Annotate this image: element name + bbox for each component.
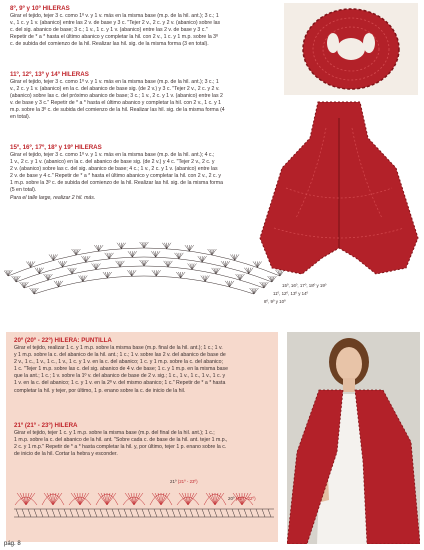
edging-base-stitch — [22, 509, 25, 517]
edging-base-stitch — [64, 509, 67, 517]
stitch-mark — [6, 270, 8, 276]
crochet-diagram-main — [4, 226, 284, 306]
diagram-label-rows-8-10: 8º, 9º y 10º — [264, 299, 286, 304]
text-line: Girar el tejido, tejer 3 c. como 1º v. y 1 v. más en la misma base (m.p. de la hil. ant.); 4 c.; — [10, 152, 215, 158]
stitch-mark — [252, 288, 254, 294]
stitch-mark — [187, 245, 189, 251]
stitch-mark — [235, 254, 239, 260]
text-line: Girar el tejido, realizar 1 c. y 1 m.p. sobre la misma base (m.p. final de la hil. ant.); 1 c.; 1 v. — [14, 345, 223, 351]
stitch-mark — [212, 249, 216, 255]
stitch-mark — [164, 261, 168, 267]
stitch-mark — [127, 270, 131, 276]
stitch-mark — [140, 260, 144, 266]
stitch-mark — [117, 243, 121, 249]
stitch-mark — [76, 249, 78, 255]
edging-base-stitch — [226, 509, 229, 517]
edging-base-stitch — [148, 509, 151, 517]
edging-base-stitch — [106, 509, 109, 517]
edging-base-stitch — [214, 509, 217, 517]
edging-base-stitch — [154, 509, 157, 517]
stitch-mark — [156, 270, 158, 276]
stitch-mark — [105, 253, 109, 259]
text-line: (abanico) sobre las c. del próximo abanico de base; 3 c.; 1 v., 2 c. y 1 v. (abanico) entre las 2 — [10, 93, 223, 100]
stitch-mark — [192, 264, 194, 270]
stitch-mark — [142, 260, 144, 266]
stitch-mark — [249, 268, 251, 274]
edging-base-stitch — [94, 509, 97, 517]
stitch-mark — [247, 268, 249, 274]
stitch-mark — [214, 268, 216, 274]
stitch-mark — [257, 261, 259, 267]
stitch-mark — [181, 272, 185, 278]
stitch-mark — [254, 288, 258, 294]
stitch-mark — [212, 249, 214, 255]
edging-base-stitch — [166, 509, 169, 517]
stitch-mark — [128, 251, 132, 257]
stitch-mark — [63, 261, 65, 267]
text-line: 2 v. de base y 4 c." Repetir de * a * hasta el último abanico y completar la hil. con 2 v., 2 c. y — [10, 173, 221, 180]
stitch-mark — [152, 270, 156, 276]
stitch-mark — [167, 243, 169, 249]
stitch-mark — [202, 256, 206, 262]
stitch-mark — [205, 276, 209, 282]
text-line: Girar el tejido, tejer 3 c. como 1º v. y 1 v. más en la misma base (m.p. de la hil. ant.); 3 c.; 1 — [10, 13, 219, 19]
edging-base-stitch — [238, 509, 241, 517]
edging-label-row-21-main: 21º — [170, 479, 177, 484]
stitch-mark — [151, 251, 155, 257]
stitch-mark — [26, 261, 30, 267]
edging-base-stitch — [184, 509, 187, 517]
edging-base-stitch — [178, 509, 181, 517]
section-heading: 8º, 9º y 10º HILERAS — [10, 5, 70, 12]
stitch-mark — [132, 270, 134, 276]
edging-base-stitch — [268, 509, 271, 517]
stitch-mark — [96, 264, 98, 270]
stitch-mark — [58, 261, 62, 267]
text-line: Repetir de * a * hasta el último abanico y completar la hil. con 2 v., 1 c. y 1 m.p. sobre la 3º — [10, 34, 218, 41]
stitch-mark — [140, 242, 144, 248]
edging-label-row-20-main: 20º — [228, 496, 235, 501]
stitch-mark — [121, 243, 123, 249]
stitch-mark — [132, 251, 136, 257]
stitch-mark — [198, 256, 202, 262]
stitch-mark — [37, 268, 39, 274]
stitch-mark — [99, 245, 103, 251]
stitch-mark — [154, 270, 156, 276]
stitch-mark — [54, 281, 58, 287]
stitch-mark — [30, 288, 34, 294]
text-line: y 1 m.p. sobre la c. del abanico de la hil. ant.; 1 c.; 1 v. sobre las 2 v. del abanico de base de — [14, 352, 226, 359]
stitch-mark — [35, 268, 39, 274]
edging-base-line — [14, 509, 274, 517]
section-row-21 — [14, 422, 276, 458]
stitch-mark — [96, 264, 100, 270]
stitch-mark — [49, 254, 53, 260]
stitch-mark — [272, 276, 276, 282]
stitch-mark — [240, 274, 244, 280]
stitch-mark — [84, 256, 86, 262]
edging-base-stitch — [136, 509, 139, 517]
text-line: 2 v., 1 c., 1 v., 1 c., 1 v., 1 c. y 1 v. en la c. del abanico; 1 c. y 1 m.p. sobre la c. del abanico; — [14, 359, 223, 366]
stitch-mark — [107, 272, 109, 278]
diagram-label-rows-11-14: 11º, 12º, 13º y 14º — [273, 291, 309, 296]
edging-base-stitch — [190, 509, 193, 517]
stitch-mark — [225, 261, 229, 267]
stitch-mark — [94, 245, 98, 251]
section-heading: 20º (20º - 22º) HILERA: PUNTILLA — [14, 337, 112, 344]
text-line: 1 c. "Tejer 1 m.p. sobre las c. del sig. abanico de 4 v. de base; 1 c. y 1 m.p. en la misma base — [14, 366, 228, 373]
size-note: Para el talle large, realizar 2 hil. más. — [10, 194, 96, 201]
edging-base-stitch — [112, 509, 115, 517]
stitch-mark — [216, 268, 220, 274]
stitch-mark — [44, 274, 48, 280]
text-line: Girar el tejido, tejer 3 c. como 1º v. y 1 v. más en la misma base (m.p. de la hil. ant.); 3 c.; 1 — [10, 79, 219, 85]
stitch-mark — [153, 251, 155, 257]
stitch-mark — [257, 261, 261, 267]
stitch-mark — [264, 282, 266, 288]
stitch-mark — [107, 272, 111, 278]
section-row-20-edging — [14, 337, 276, 395]
stitch-mark — [22, 282, 24, 288]
text-line: v., 2 c. y 1 v. (abanico) en la c. del abanico de base sig. (de 2 v.) y 3 c. "Tejer 2 v., 2 c. y 2 v. — [10, 86, 220, 93]
stitch-mark — [12, 276, 16, 282]
stitch-mark — [86, 256, 88, 262]
text-line: que la ant.; 1 c.; 1 v. sobre la 1º v. del abanico de base de 2 v. sig.; 1 c., 1 v., 1 c., 1 v., 1 c. y — [14, 373, 226, 380]
stitch-mark — [94, 264, 96, 270]
stitch-mark — [202, 256, 204, 262]
stitch-mark — [176, 272, 180, 278]
stitch-mark — [177, 253, 179, 259]
stitch-mark — [192, 264, 196, 270]
edging-base-stitch — [34, 509, 37, 517]
stitch-mark — [175, 253, 179, 259]
section-heading: 11º, 12º, 13º y 14º HILERAS — [10, 71, 89, 78]
edging-base-stitch — [196, 509, 199, 517]
stitch-mark — [92, 264, 96, 270]
stitch-mark — [14, 276, 16, 282]
edging-base-stitch — [82, 509, 85, 517]
edging-base-stitch — [28, 509, 31, 517]
edging-label-row-20-alt: (20º - 22º) — [235, 496, 256, 501]
text-line: 1 m.p. sobre la c. del abanico de la hil. ant. "Sobre cada c. de base de la hil. ant. tejer 1 m.p., — [14, 437, 228, 444]
stitch-mark — [120, 261, 124, 267]
vest-flat-photo — [284, 3, 418, 95]
edging-base-stitch — [220, 509, 223, 517]
stitch-mark — [185, 245, 189, 251]
edging-base-stitch — [52, 509, 55, 517]
stitch-mark — [240, 274, 242, 280]
stitch-mark — [48, 274, 50, 280]
stitch-mark — [83, 276, 85, 282]
stitch-mark — [216, 268, 218, 274]
edging-label-row-20 — [228, 496, 256, 502]
text-line: (5 en total). — [10, 187, 37, 194]
stitch-mark — [232, 254, 234, 260]
stitch-mark — [144, 242, 148, 248]
stitch-mark — [249, 268, 253, 274]
stitch-mark — [132, 270, 136, 276]
model-image — [287, 332, 420, 544]
stitch-mark — [46, 274, 48, 280]
vest-flat-image — [284, 3, 418, 95]
stitch-mark — [68, 268, 72, 274]
stitch-mark — [168, 261, 170, 267]
stitch-mark — [109, 253, 113, 259]
stitch-mark — [168, 261, 172, 267]
diagram-label-rows-15-19: 15º, 16º, 17º, 18º y 19º — [282, 283, 327, 288]
stitch-mark — [205, 276, 207, 282]
stitch-mark — [167, 243, 171, 249]
stitch-mark — [142, 242, 144, 248]
section-rows-11-14 — [10, 71, 260, 122]
stitch-mark — [144, 260, 146, 266]
stitch-mark — [280, 270, 282, 276]
stitch-mark — [189, 245, 191, 251]
stitch-mark — [39, 268, 41, 274]
stitch-mark — [189, 245, 193, 251]
edging-base-stitch — [250, 509, 253, 517]
text-line: Girar el tejido, tejer 1 c. y 1 m.p. sobre la misma base (m.p. del final de la hil. ant.); 1 c.; — [14, 430, 215, 436]
section-rows-15-19 — [10, 144, 260, 202]
text-line: en total). — [10, 114, 31, 121]
stitch-mark — [203, 276, 205, 282]
stitch-mark — [238, 274, 240, 280]
text-line: de inicio de la hil. Cortar la hebra y esconder. — [14, 451, 118, 458]
edging-base-stitch — [262, 509, 265, 517]
stitch-mark — [162, 243, 166, 249]
text-line: 1 v., 2 c. y 1 v. (abanico) en la c. del abanico de base sig. (de 2 v.) y 4 c. "Tejer 2 v., 2 c. y — [10, 159, 215, 166]
stitch-mark — [235, 254, 237, 260]
section-rows-8-10 — [10, 5, 260, 48]
stitch-mark — [188, 264, 192, 270]
text-line: m.p. sobre la 3º c. de subida del comienzo de la hil. Realizar las hil. sig. de la misma forma (4 — [10, 107, 225, 114]
edging-base-stitch — [58, 509, 61, 517]
stitch-mark — [210, 249, 212, 255]
stitch-mark — [105, 272, 107, 278]
stitch-mark — [86, 256, 90, 262]
section-heading: 21º (21º - 23º) HILERA — [14, 422, 78, 429]
stitch-mark — [254, 288, 256, 294]
stitch-mark — [225, 261, 227, 267]
page-number: pág. 8 — [4, 541, 21, 547]
text-line: v., 1 c. y 1 v. (abanico) entre las 2 v. de base y 3 c. "Tejer 2 v., 2 c. y 2 v. (abanico) sobre las — [10, 20, 221, 27]
stitch-mark — [179, 253, 181, 259]
edging-base-stitch — [130, 509, 133, 517]
edging-base-stitch — [100, 509, 103, 517]
edging-base-stitch — [232, 509, 235, 517]
stitch-mark — [181, 272, 183, 278]
stitch-mark — [20, 282, 24, 288]
stitch-mark — [74, 249, 76, 255]
stitch-mark — [178, 272, 180, 278]
stitch-mark — [130, 251, 132, 257]
stitch-mark — [120, 261, 122, 267]
stitch-mark — [107, 253, 109, 259]
stitch-mark — [130, 270, 132, 276]
stitch-mark — [34, 288, 36, 294]
stitch-mark — [78, 276, 82, 282]
stitch-mark — [32, 288, 34, 294]
stitch-mark — [264, 282, 268, 288]
crochet-chart-svg — [4, 226, 284, 306]
text-line: 2 v. (abanico) sobre las c. del sig. abanico de base; 4 c.; 1 v., 2 c. y 1 v. (abanico) entre las — [10, 166, 218, 173]
stitch-mark — [166, 261, 168, 267]
stitch-mark — [96, 245, 98, 251]
text-line: 1 v. en la c. del abanico; 1 c. y 1 v. en la 2º v. del mismo abanico; 1 c." Repetir de * a * hasta — [14, 380, 226, 387]
text-line: c. de subida del comienzo de la hil. Realizar las hil. sig. de la misma forma (3 en total). — [10, 41, 209, 48]
stitch-mark — [70, 268, 72, 274]
stitch-mark — [156, 270, 160, 276]
stitch-mark — [132, 251, 134, 257]
text-line: completar la hil. y tejer, por último, 1 p. enano sobre la c. de inicio de la hil. — [14, 387, 186, 394]
stitch-mark — [156, 251, 160, 257]
edging-base-stitch — [160, 509, 163, 517]
text-line: c. del sig. abanico de base; 3 c.; 1 v., 1 c. y 1 v. (abanico) entre las 2 v. de base y 3 c." — [10, 27, 208, 34]
edging-chart-svg — [12, 475, 276, 535]
stitch-mark — [119, 243, 121, 249]
stitch-mark — [223, 261, 225, 267]
stitch-mark — [81, 276, 83, 282]
edging-base-stitch — [16, 509, 19, 517]
edging-label-row-21 — [170, 479, 198, 485]
crochet-diagram-edging — [12, 475, 276, 535]
stitch-mark — [190, 264, 192, 270]
edging-base-stitch — [142, 509, 145, 517]
stitch-mark — [179, 253, 183, 259]
stitch-mark — [227, 281, 229, 287]
edging-base-stitch — [244, 509, 247, 517]
stitch-mark — [72, 249, 76, 255]
edging-base-stitch — [46, 509, 49, 517]
edging-base-stitch — [202, 509, 205, 517]
stitch-mark — [109, 253, 111, 259]
stitch-mark — [103, 272, 107, 278]
stitch-mark — [156, 251, 158, 257]
stitch-mark — [81, 256, 85, 262]
stitch-mark — [53, 254, 55, 260]
stitch-mark — [121, 243, 125, 249]
edging-label-row-21-alt: (21º - 23º) — [177, 479, 198, 484]
stitch-mark — [56, 281, 58, 287]
edging-base-stitch — [40, 509, 43, 517]
stitch-mark — [164, 243, 166, 249]
edging-base-stitch — [208, 509, 211, 517]
text-line: 1 m.p. sobre la 3º c. de subida del comienzo de la hil. Realizar las hil. sig. de la misma forma — [10, 180, 223, 187]
edging-base-stitch — [76, 509, 79, 517]
stitch-mark — [230, 281, 234, 287]
stitch-mark — [200, 256, 202, 262]
stitch-mark — [51, 254, 53, 260]
section-heading: 15º, 16º, 17º, 18º y 19º HILERAS — [10, 144, 102, 151]
text-line: 2 c. y 1 m.p." Repetir de * a * hasta completar la hil. y, por último, tejer 1 p. enano sobre la c. — [14, 444, 227, 451]
stitch-mark — [60, 261, 62, 267]
stitch-mark — [116, 261, 120, 267]
edging-base-stitch — [70, 509, 73, 517]
stitch-mark — [144, 260, 148, 266]
stitch-mark — [272, 276, 274, 282]
stitch-mark — [72, 268, 74, 274]
stitch-mark — [230, 281, 232, 287]
stitch-mark — [28, 261, 30, 267]
stitch-mark — [144, 242, 146, 248]
stitch-mark — [99, 245, 101, 251]
text-line: v. de base y 3 c." Repetir de * a * hasta el último abanico y completar la hil. con 2 v., 1 c. y 1 — [10, 100, 221, 107]
edging-base-stitch — [118, 509, 121, 517]
edging-base-stitch — [124, 509, 127, 517]
model-wearing-vest-photo — [287, 332, 420, 544]
stitch-mark — [118, 261, 120, 267]
edging-base-stitch — [88, 509, 91, 517]
edging-base-stitch — [172, 509, 175, 517]
edging-base-stitch — [256, 509, 259, 517]
stitch-mark — [58, 281, 60, 287]
